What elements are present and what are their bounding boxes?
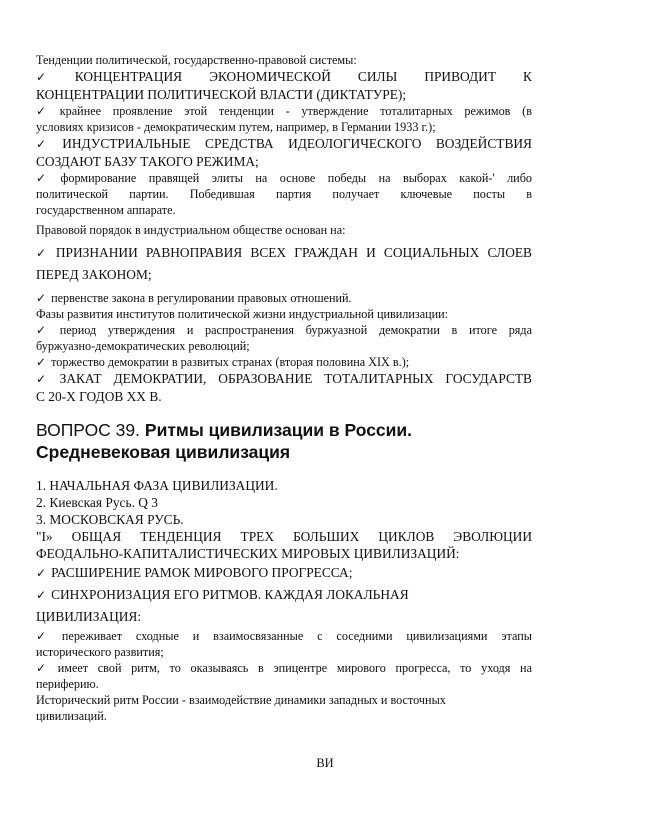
bullet-item: ✓ ПРИЗНАНИИ РАВНОПРАВИЯ ВСЕХ ГРАЖДАН И СОЦИАЛЬНЫХ СЛОЕВ	[36, 245, 532, 260]
check-icon: ✓	[36, 355, 47, 369]
heading-title-line2: Средневековая цивилизация	[36, 442, 291, 462]
check-icon: ✓	[36, 246, 51, 260]
check-icon: ✓	[36, 323, 55, 337]
check-icon: ✓	[36, 372, 55, 386]
question-number: ВОПРОС 39.	[36, 420, 141, 440]
check-icon: ✓	[36, 566, 47, 580]
text-line: условиях кризисов - демократическим путем, например, в Германии 1933 г.);	[36, 120, 436, 134]
bullet-item: ✓ РАСШИРЕНИЕ РАМОК МИРОВОГО ПРОГРЕССА;	[36, 565, 353, 580]
check-icon: ✓	[36, 588, 47, 602]
text-line: С 20-Х ГОДОВ XX В.	[36, 389, 162, 404]
list-item: 2. Киевская Русь. Q 3	[36, 495, 158, 510]
bullet-item: ✓ СИНХРОНИЗАЦИЯ ЕГО РИТМОВ. КАЖДАЯ ЛОКАЛЬНАЯ	[36, 587, 409, 602]
bullet-item: ✓ крайнее проявление этой тенденции - утверждение тоталитарных режимов (в	[36, 104, 532, 118]
text-line: Тенденции политической, государственно-правовой системы:	[36, 53, 357, 67]
text-line: Правовой порядок в индустриальном обществе основан на:	[36, 223, 346, 237]
bullet-item: ✓ ИНДУСТРИАЛЬНЫЕ СРЕДСТВА ИДЕОЛОГИЧЕСКОГО ВОЗДЕЙСТВИЯ	[36, 136, 532, 151]
check-icon: ✓	[36, 661, 53, 675]
check-icon: ✓	[36, 70, 70, 84]
check-icon: ✓	[36, 137, 58, 151]
text-line: периферию.	[36, 677, 99, 691]
document-body	[36, 52, 532, 724]
bullet-item: ✓ переживает сходные и взаимосвязанные с соседними цивилизациями этапы	[36, 629, 532, 643]
section-heading	[36, 419, 532, 463]
list-item: 3. МОСКОВСКАЯ РУСЬ.	[36, 512, 184, 527]
bullet-item: ✓ торжество демократии в развитых странах (вторая половина XIX в.);	[36, 355, 410, 369]
text-line: политической партии. Победившая партия получает ключевые посты в	[36, 187, 532, 201]
check-icon: ✓	[36, 104, 55, 118]
bullet-item: ✓ ЗАКАТ ДЕМОКРАТИИ, ОБРАЗОВАНИЕ ТОТАЛИТАРНЫХ ГОСУДАРСТВ	[36, 371, 532, 386]
heading-title-line1: Ритмы цивилизации в России.	[144, 420, 413, 440]
text-line: исторического развития;	[36, 645, 164, 659]
text-line: "I» ОБЩАЯ ТЕНДЕНЦИЯ ТРЕХ БОЛЬШИХ ЦИКЛОВ ЭВОЛЮЦИИ	[36, 529, 532, 544]
text-line: ЦИВИЛИЗАЦИЯ:	[36, 609, 142, 624]
text-line: СОЗДАЮТ БАЗУ ТАКОГО РЕЖИМА;	[36, 154, 259, 169]
check-icon: ✓	[36, 171, 56, 185]
text-line: Фазы развития институтов политической жизни индустриальной цивилизации:	[36, 307, 449, 321]
bullet-item: ✓ имеет свой ритм, то оказываясь в эпицентре мирового прогресса, то уходя на	[36, 661, 532, 675]
text-line: буржуазно-демократических революций;	[36, 339, 250, 353]
text-line: цивилизаций.	[36, 709, 107, 723]
text-line: государственном аппарате.	[36, 203, 176, 217]
check-icon: ✓	[36, 629, 57, 643]
list-item: 1. НАЧАЛЬНАЯ ФАЗА ЦИВИЛИЗАЦИИ.	[36, 478, 278, 493]
bullet-item: ✓ первенстве закона в регулировании правовых отношений.	[36, 291, 352, 305]
text-line: Исторический ритм России - взаимодействие динамики западных и восточных	[36, 693, 446, 707]
bullet-item: ✓ КОНЦЕНТРАЦИЯ ЭКОНОМИЧЕСКОЙ СИЛЫ ПРИВОДИТ К	[36, 69, 532, 84]
check-icon: ✓	[36, 291, 47, 305]
bullet-item: ✓ период утверждения и распространения буржуазной демократии в итоге ряда	[36, 323, 532, 337]
page-footer: ВИ	[316, 756, 334, 770]
text-line: ПЕРЕД ЗАКОНОМ;	[36, 267, 152, 282]
text-line: КОНЦЕНТРАЦИИ ПОЛИТИЧЕСКОЙ ВЛАСТИ (ДИКТАТУРЕ);	[36, 87, 407, 102]
bullet-item: ✓ формирование правящей элиты на основе победы на выборах какой-' либо	[36, 171, 532, 185]
text-line: ФЕОДАЛЬНО-КАПИТАЛИСТИЧЕСКИХ МИРОВЫХ ЦИВИЛИЗАЦИЙ:	[36, 546, 460, 561]
